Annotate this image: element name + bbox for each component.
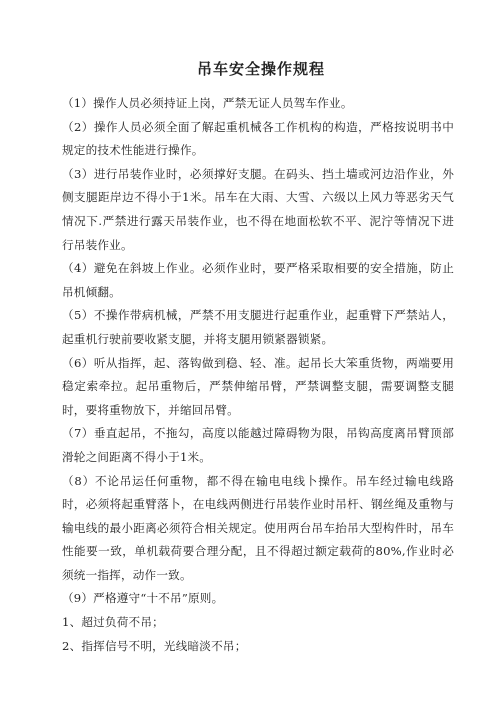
list-item-1: 1、超过负荷不吊；: [62, 615, 164, 630]
paragraph-5: （5）不操作带病机械，严禁不用支腿进行起重作业，起重臂下严禁站人，起重机行驶前要收紧支腿，并将支腿用锁紧器锁紧。: [62, 308, 454, 346]
list-item-2: 2、指挥信号不明，光线暗淡不吊；: [62, 638, 247, 653]
paragraph-4: （4）避免在斜坡上作业。必须作业时，要严格采取相要的安全措施，防止吊机倾翻。: [62, 261, 454, 299]
paragraph-2: （2）操作人员必须全面了解起重机械各工作机构的构造，严格按说明书中规定的技术性能进行操作。: [62, 119, 454, 158]
document-page: [62, 58, 454, 658]
paragraph-3: （3）进行吊装作业时，必须撑好支腿。在码头、挡土墙或河边沿作业，外侧支腿距岸边不得小于1米。吊车在大雨、大雪、六级以上风力等恶劣天气情况下.严禁进行露天吊装作业，也不得在地面松软不平、泥泞等情况下进行吊装作业。: [62, 166, 454, 252]
paragraph-7: （7）垂直起吊，不拖勾，高度以能越过障碍物为限，吊钩高度离吊臂顶部滑轮之间距离不得小于1米。: [62, 426, 454, 464]
paragraph-9: （9）严格遵守“十不吊”原则。: [62, 591, 224, 606]
paragraph-1: （1）操作人员必须持证上岗，严禁无证人员驾车作业。: [62, 96, 353, 110]
paragraph-8: （8）不论吊运任何重物，都不得在输电电线卜操作。吊车经过输电线路时，必须将起重臂落卜，在电线两侧进行吊装作业时吊杆、钢丝绳及重物与输电线的最小距离必须符合相关规定。使用两台吊车抬吊大型构件时，吊车性能要一致，单机载荷要合理分配，且不得超过额定载荷的80%,作业时必须统一指挥，动作一致。: [62, 473, 454, 582]
document-title: 吊车安全操作规程: [196, 60, 325, 78]
paragraph-6: （6）听从指挥，起、落钩做到稳、轻、准。起吊长大笨重货物，两端要用稳定索牵拉。起吊重物后，严禁伸缩吊臂，严禁调整支腿，需要调整支腿时，要将重物放下，并缩回吊臂。: [62, 355, 454, 417]
